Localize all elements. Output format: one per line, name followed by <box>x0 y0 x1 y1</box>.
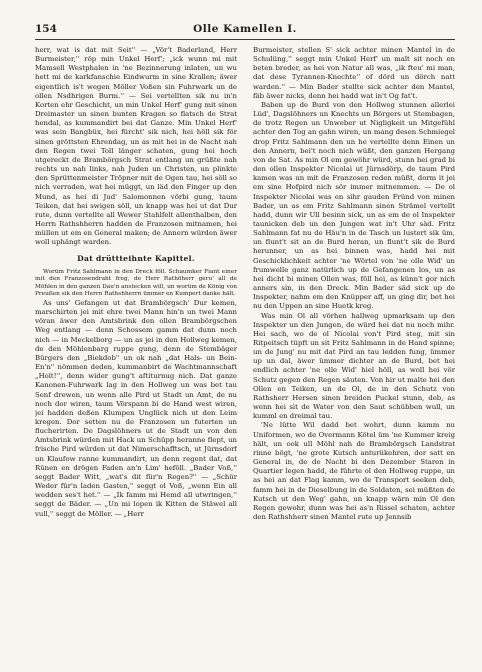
paragraph: Burmeister, stellen S' sick achter minen Mantel in de Schulüng,'' seggt min Unkel Herf' un malt sit noch en beten breder, as hei von Natur all was, „ik fteu' mi man, dat dese Tyrannen-Knechte'' of dörd un dörch natt warden.'' — Min Bader stellte sick achter den Mantel, fäb äwer nicks, denn hei hadd wat in't Og fat't. <box>253 46 455 100</box>
right-column <box>253 46 455 658</box>
chapter-summary: Worüm Fritz Sahlmann in den Dreck föll. Schaumker Fiant einer mit den Franzosendraht freg, de Herr Rathöherr geru' all de Möhlen in den ganzen Dau'n anstecken will, un worüm de König von Preußen sik den Herrn Rathshherrn ümmer en Kumpert danke hält. <box>35 268 237 298</box>
running-title: Olle Kamellen I. <box>193 23 297 35</box>
left-column <box>35 46 237 658</box>
paragraph: As uns' Gefangen ut dat Brambörgsch' Dur kemen, marschirten jei mit ehre twei Mann hin'n un twei Mann vöran äwer den Amtsbrink den ollen Brambörgschen Weg entlang — denn Schossem gamm dat dunn noch nich — in Meckelborg — un as jei in den Hollweg kemen, de den Möhlenbarg ruppe gung, denn de Stembäger Bürgers den „Biekdob'' un ok nah „dat Hals- un Bein-En'n'' nömmen deden, kummanbirt de Wachtmannschaft „Holt!'', denn wider gung't aftiturnug nich. Dat ganze Kanonen-Fuhrwark lag in den Hollweg un was bet tau Senf drewen, un wenn alle Pird ut Stadt un Amt, de nu noch dor wiren, taum Vörspann bi de Hand west wiren, jei hadden deßen Klumpen Unglück nich ut den Leim kregen. Dor setten nu de Franzosen un futerten un flucherirten. De Dagslöhners ut de Stadt un von den Amtsbrink würden mit Hack un Schüpp heranne flept, un frische Pird würden ut dat Nimerschafftsch, ut Jürnsdorf un Klaufow ranne kummandirt, un denn regent dat, dat Rünen en drögen Faden an'n Lim' heföll. „Bader Voß,'' seggt Bader Witt, „wat's dit für'n Regen?'' — „Schür Weder für'n laden Gasten,'' seggt ol Voß, „wenn Ein all wedden ses't het.'' — „Ik famm mi Hemd all utwringen,'' seggt de Bäder. — „Un mi lopen ik Kitten de Stäwel all vull,'' seggt de Möller. — „Herr <box>35 298 237 518</box>
chapter-title: Dat drüttteihnte Kapittel. <box>77 254 195 264</box>
running-header <box>35 23 455 37</box>
header-rule <box>35 39 455 40</box>
page-number: 154 <box>35 23 57 35</box>
paragraph: Baben up de Burd von den Hollweg stunnen allerlei Lüd', Dagslöhners un Knechts un Börgers ut Stembagen, de trotz Regen un Unweber ut Nigligkeit un Mitgefühl achter den Tog an gahn wiren, un mang desen Schmiegel drop Fritz Sahlmann den un he vertellte denn Einen un den Annern, bei't noch nich wüßt, den ganzen Hergang von de Sat. As min Ol em gewöhr würd, stunn hei grad bi den ollen Inspekter Nicolai ut Jürnsdörp, de taum Pird kamen was un mit de Franzosen reden müßt, dorm it jei em sine Hofpird nich sör immer mitnemmen. — De ol Inspekter Nicolai was en sihr gauden Fründ von minen Bader, un as em Fritz Sahlmann sinen Strämel vertellt hadd, dunn wir Ull besinn sick, un as em de ol Inspekter taunicken deb un den Jungen wat in't Uhr säd. Fritz Sahlmann fat nu de Häu'n in de Tasch un lustert sik üm, un flunt't sit an de Burd heran, un flunt't sik de Burd herunner, un as hei binnen was, hadd hei mit Geschicklichkeit achter 'ne Wörtel von 'ne olle Wid' un frumwelle ganz natürlich up de Gefangenen los, un as hei dicht bi minen Ollen was, föll hei, as künn't gor nich anners sin, in den Dreck. Min Bader säd sick up de Inspekter, nahm em den Knüpper aff, un ging dir, bet hei nu den Uppen an sine Huetk kreg. <box>253 100 455 311</box>
paragraph: herr, wat is dat mit Seit'' — „Vör't Baderland, Herr Burmeister,'' röp min Unkel Herf'; „ick wunn mi mit Mamsell Westphalen in 'ne Bezinnerung inlaten, un wu hett mi de karkfanschie Eindwurm in sine Krallen; äwer eigentlich is't wegen Möller Voßen sin Fuhrwark un de ollen Nsdhrigen Burm.'' — Sei vertellten sik nu in'n Korten ehr Geschicht, un min Unkel Herf' gung mit sinen Dreimaster un sinen bunten Kragen so flatsch de Strat hendal, as kummandirt bei dat Ganze. Min Unkel Herf' was sein Bangbüx, hei fürcht' sik nich, hei höll sik för sinen gröttsten Ehrendag, un as mit hei in de Nacht nah den Regen twei Toll länger schaten, gung hei hoch utgereckt de Brambörgsch Strat entlang un grüßte nah rechts un nah links, nah Juden un Christen, un plinkte den Sprüttenmeister Tröpner mit de Ogen tau, hei söll so nich verraden, wat hei müggt, un läd den Finger up den Mund, as hei di Jud' Salomonnen vörbi gung, taum Teiken, dat hei swigen söll, un knapp was hei ut dat Dur rute, dunn vertellte all Wewer Stahlfelt allenthalben, den Herrn Rathshherrn hadden de Franzosen mitnamen, hei müllen ut em en General maken; de Annern würden äwer woll uphängt warden. <box>35 46 237 247</box>
paragraph: Was min Ol all vörhen hallweg upmarksam up den Inspekter un den Jungen, de würd hei dat nu noch mihr. Hei sach, wo de ol Nicolai von't Pird steg, mit sin Ritpeitsch tüpft un sit Fritz Sahlmann in de Hand spinne; un de Jung' nu mit dat Pird an tau ledden fung, ümmer up un dal, äwer ümmer dichter an de Burd, bet hei endlich achter 'ne olle Wid' hiel höll, as woll hei vör Schutz gegen den Regen säuten. Von hir ut malte hei den Ollen en Teiken, un de Ol, de in den Schutz von Rathsherr Hersen sinen breiden Puckel stunn, deb, as wenn hei sit de Water von den Saut schübben wull, un kumml en dreimal tau. <box>253 311 455 421</box>
paragraph: 'Ne lütte Wil dadd bet wohrt, dunn kamm nu Uniformen, wo de Overmann Kötel üm 'ne Kummer kreig hält, un ook ull Möhl nah de Brambörgsch Landstrat rinne bögt, 'ne grote Kutsch anturükehren, dor satt en General in, de de Nacht bi den Dezember Staren in Quartier legen hadd, de führte ol den Hollweg ruppe, un as hei an dat Flag kamm, wo de Transport seeken deb, famm hei in de Dieselbung in de Soldaten, sei müßten de Kutsch ut den Weg' gahn, un knapp wärn min Ol den Regen gewohr, dunn was hei as'n Rissel schaten, achter den Rathshherr sinen Mantel rute up Jennsib <box>253 421 455 521</box>
